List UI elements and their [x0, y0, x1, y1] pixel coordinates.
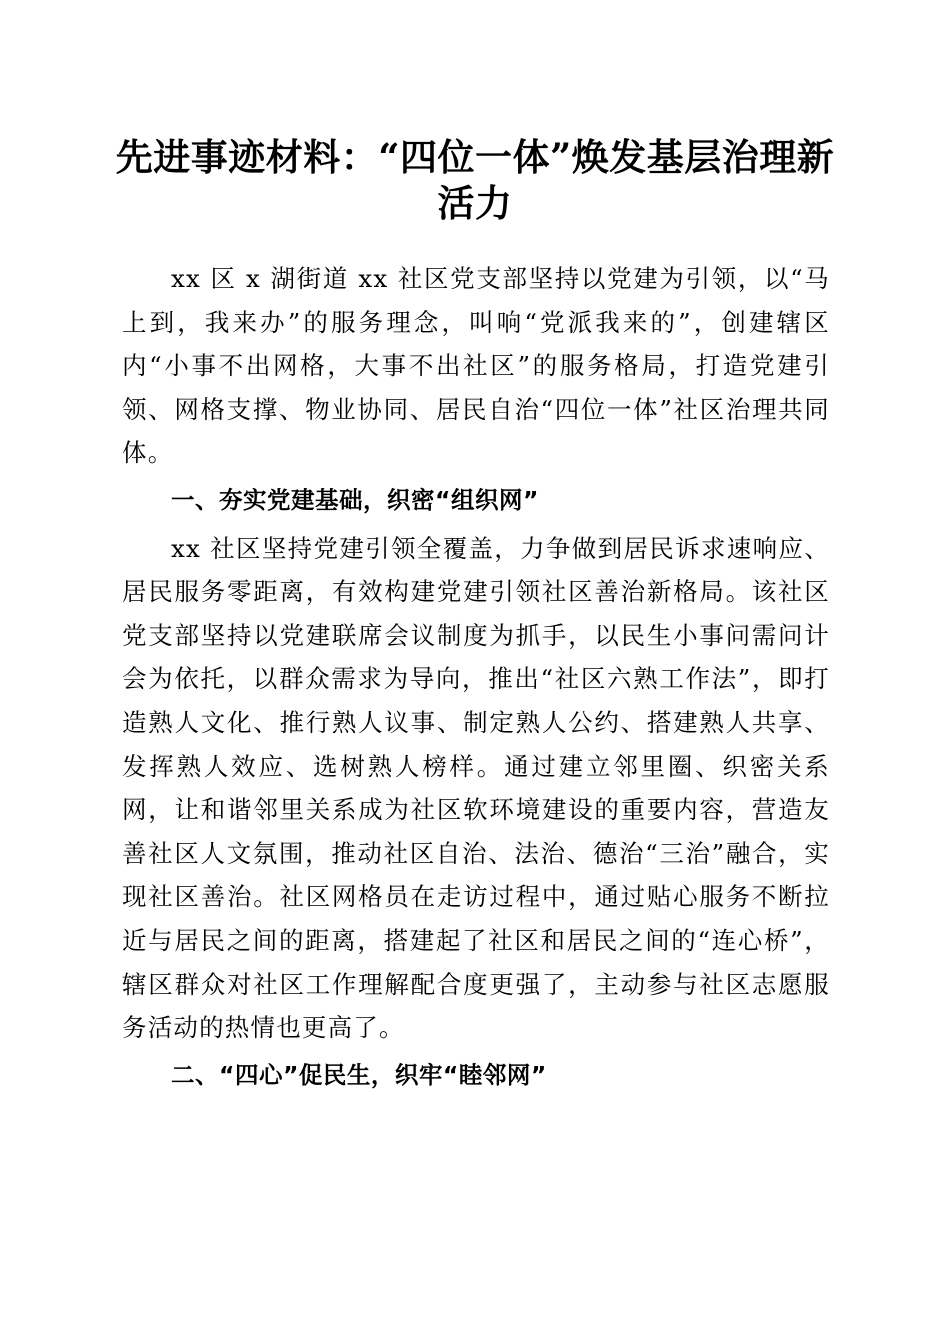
intro-paragraph: xx 区 x 湖街道 xx 社区党支部坚持以党建为引领，以“马上到，我来办”的服务理念，叫响“党派我来的”，创建辖区内“小事不出网格，大事不出社区”的服务格局，打造党建引领、网格支撑、物业协同、居民自治“四位一体”社区治理共同体。	[122, 264, 830, 468]
section-1-heading: 一、夯实党建基础，织密“组织网”	[171, 485, 539, 514]
section-1-paragraph: xx 社区坚持党建引领全覆盖，力争做到居民诉求速响应、居民服务零距离，有效构建党建引领社区善治新格局。该社区党支部坚持以党建联席会议制度为抓手，以民生小事问需问计会为依托，以群众需求为导向，推出“社区六熟工作法”，即打造熟人文化、推行熟人议事、制定熟人公约、搭建熟人共享、发挥熟人效应、选树熟人榜样。通过建立邻里圈、织密关系网，让和谐邻里关系成为社区软环境建设的重要内容，营造友善社区人文氛围，推动社区自治、法治、德治“三治”融合，实现社区善治。社区网格员在走访过程中，通过贴心服务不断拉近与居民之间的距离，搭建起了社区和居民之间的“连心桥”，辖区群众对社区工作理解配合度更强了，主动参与社区志愿服务活动的热情也更高了。	[122, 533, 830, 1043]
title-line-1: 先进事迹材料：“四位一体”焕发基层治理新	[115, 135, 835, 179]
document-title	[110, 134, 840, 226]
title-line-2: 活力	[437, 181, 513, 225]
section-2-heading: 二、“四心”促民生，织牢“睦邻网”	[171, 1060, 547, 1089]
document-body	[122, 257, 830, 1097]
